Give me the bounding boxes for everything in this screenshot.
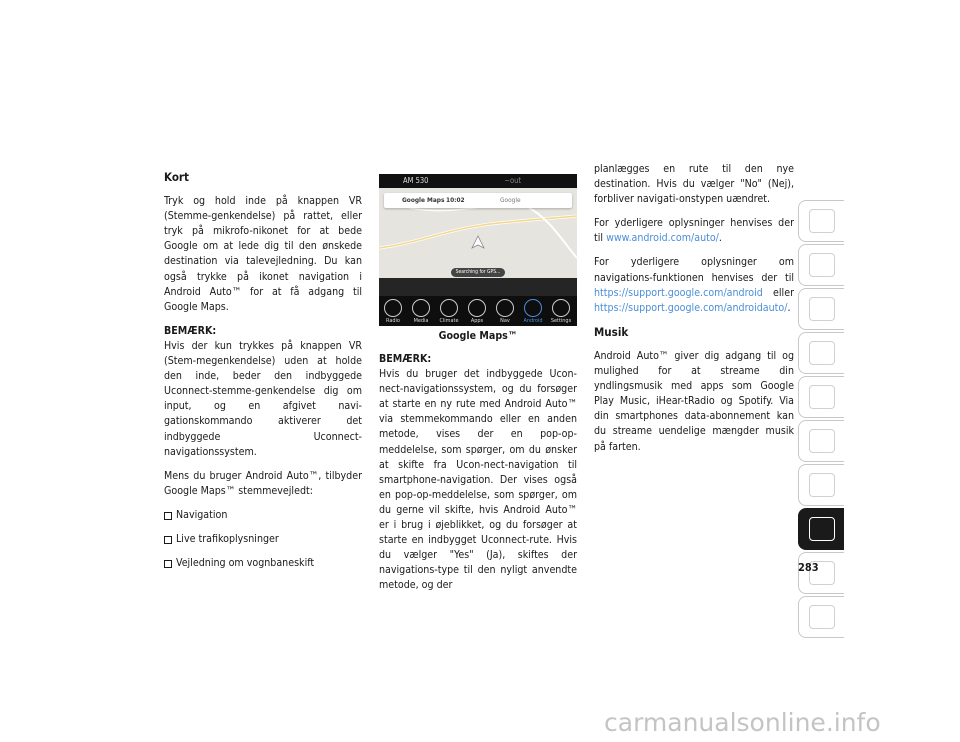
page-number: 283 [798,561,819,574]
steering-wheel-icon [809,341,835,365]
specs-icon [809,473,835,497]
key-icon [809,253,835,277]
media-button[interactable] [407,299,435,325]
google-maps-screenshot [379,174,577,326]
warning-icon [809,385,835,409]
chapter-tab[interactable] [798,376,844,418]
note-text: Hvis du bruger det indbyggede Ucon-nect-navigationssystem, og du forsøger at starte en ny rute med Android Auto™ via stemmekommando eller en anden metode, vises der en pop-op-meddelelse, som spørger, om du ønsker at skifte fra Ucon-nect-navigation til smartphone-navigation. Der vises også en pop-op-meddelelse, som spørger, om du gerne vil skifte, hvis Android Auto™ er i brug i øjeblikket, og du forsøger at starte en indbygget Uconnect-rute. Hvis du vælger "Yes" (Ja), skiftes der navigations-type til den nyligt anvendte metode, og der [379,368,577,592]
paragraph [594,216,794,246]
radio-station: AM 530 [403,176,429,185]
chapter-tabs [798,200,844,640]
app-label: Settings [550,318,572,324]
figure-caption: Google Maps™ [438,330,518,342]
car-icon [809,209,835,233]
chapter-tab[interactable] [798,244,844,286]
note-text: Hvis der kun trykkes på knappen VR (Stem-megenkendelse) uden at holde den inde, beder den indbyggede Uconnect-stemme-genkendelse dig om input, og en afgivet navi-gationskommando aktiverer det indbyggede Uconnect-navigationssystem. [164,339,362,458]
list-item: Live trafikoplysninger [164,532,362,547]
uconnect-app-bar [379,296,577,326]
app-label: Nav [500,318,510,324]
app-label: Media [413,318,429,324]
paragraph: Mens du bruger Android Auto™, tilbyder Google Maps™ stemmevejledt: [164,469,362,497]
column-right [594,162,794,464]
column-left [164,162,362,580]
note-title: BEMÆRK: [379,353,432,365]
language-icon [809,605,835,629]
chapter-tab-multimedia[interactable] [798,508,844,550]
android-auto-support-link[interactable]: https://support.google.com/androidauto/ [594,301,788,314]
android-auto-icon [524,299,542,317]
radio-icon [384,299,402,317]
text: For yderligere oplysninger henvises der til [594,217,794,245]
text: . [787,301,791,314]
airbag-icon [809,297,835,321]
chapter-tab[interactable] [798,596,844,638]
search-label: Google [500,196,521,204]
list-item: Vejledning om vognbaneskift [164,556,362,571]
map-view [379,188,577,278]
chapter-tab[interactable] [798,420,844,462]
maps-search-bar[interactable] [384,193,572,208]
chapter-tab[interactable] [798,200,844,242]
section-heading-kort: Kort [164,170,189,184]
note [379,352,577,594]
paragraph: Tryk og hold inde på knappen VR (Stemme-genkendelse) på rattet, eller tryk på mikrofo-nikonet for at bede Google om at lede dig til den ønskede destination via talevejledning. Du kan også trykke på ikonet navigation i Android Auto™ for at få adgang til Google Maps. [164,195,362,313]
note [164,324,362,460]
list-item: Navigation [164,508,362,523]
bullet-list [164,508,362,571]
text: For yderligere oplysninger om navigations-funktionen henvises der til [594,256,794,284]
status-right: ~out [504,176,521,185]
note-title: BEMÆRK: [164,324,217,337]
google-support-link[interactable]: https://support.google.com/android [594,286,763,299]
radio-button[interactable] [379,299,407,325]
app-label: Android [523,318,543,324]
multimedia-icon [809,517,835,541]
paragraph: planlægges en rute til den nye destination. Hvis du vælger "No" (Nej), forbliver navigati-onstypen uændret. [594,163,794,206]
text: eller [762,286,794,299]
section-heading-musik: Musik [594,324,629,339]
climate-button[interactable] [435,299,463,325]
chapter-tab[interactable] [798,288,844,330]
clock: 10:02 [446,196,465,204]
android-nav-bar [379,278,577,296]
apps-icon [468,299,486,317]
app-label: Climate [439,318,459,324]
apps-button[interactable] [463,299,491,325]
app-label: Radio [386,318,400,324]
nav-button[interactable] [491,299,519,325]
app-label: Apps [470,318,484,324]
gps-status: Searching for GPS... [451,268,505,277]
compass-icon [496,299,514,317]
climate-icon [440,299,458,317]
service-icon [809,429,835,453]
column-middle [379,352,577,603]
chapter-tab[interactable] [798,332,844,374]
paragraph [594,255,794,315]
status-bar [379,174,577,188]
media-icon [412,299,430,317]
android-auto-link[interactable]: www.android.com/auto/ [606,232,719,245]
chapter-tab[interactable] [798,464,844,506]
gear-icon [552,299,570,317]
settings-button[interactable] [547,299,575,325]
paragraph: Android Auto™ giver dig adgang til og mulighed for at streame din yndlingsmusik med apps som Google Play Music, iHear-tRadio og Spotify. Via din smartphones data-abonnement kan du streame uendelige mængder musik på farten. [594,349,794,453]
android-button[interactable] [519,299,547,325]
app-title: Google Maps [402,196,445,204]
text: . [718,232,722,245]
watermark: carmanualsonline.info [604,708,881,737]
